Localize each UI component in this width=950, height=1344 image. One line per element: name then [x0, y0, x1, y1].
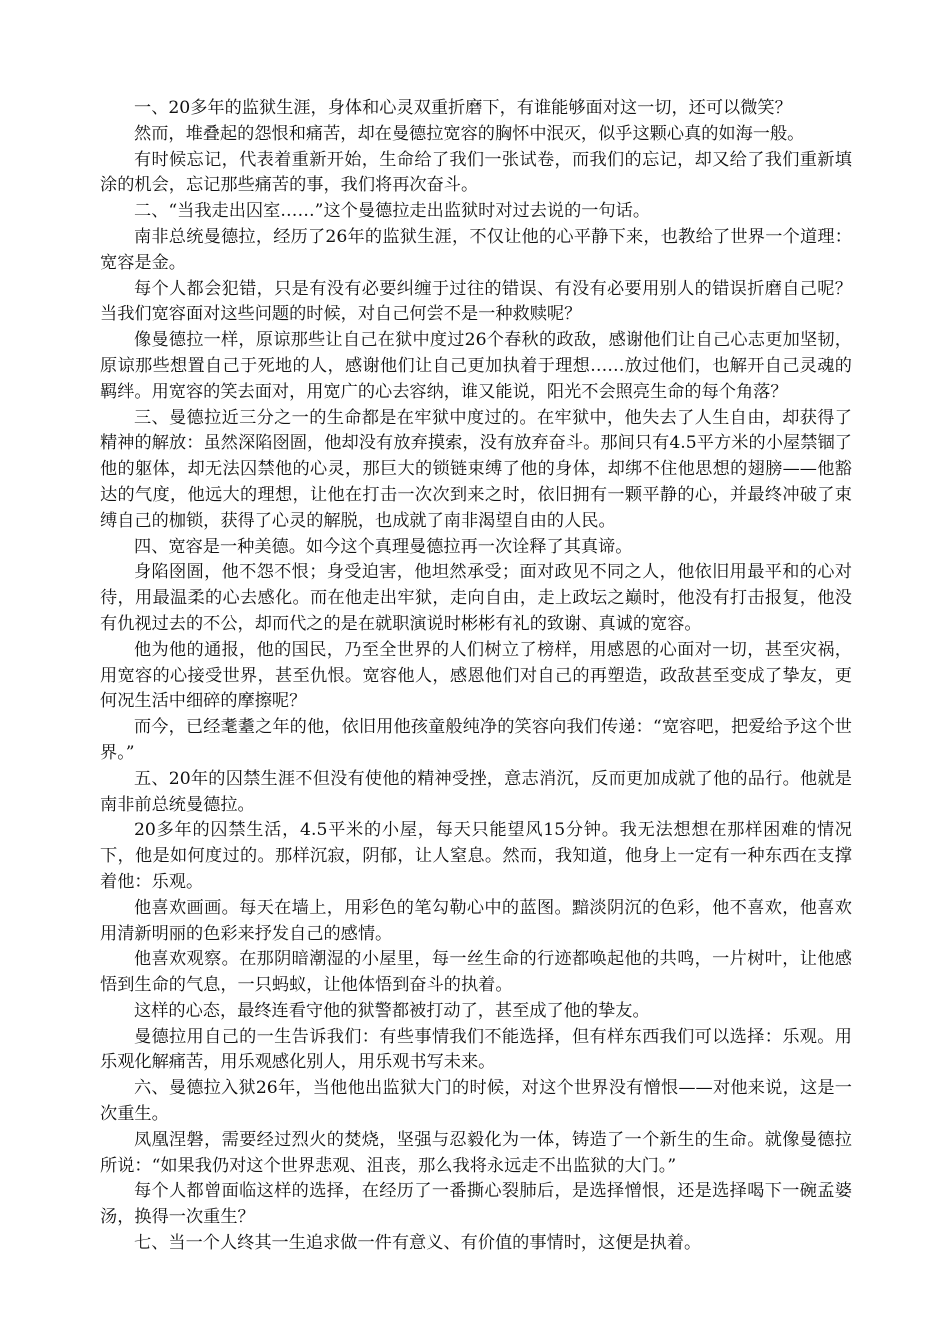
paragraph-14: 20多年的囚禁生活，4.5平米的小屋，每天只能望风15分钟。我无法想想在那样困难的情况下，他是如何度过的。那样沉寂，阴郁，让人窒息。然而，我知道，他身上一定有一种东西在支撑着他：乐观。 [100, 820, 852, 892]
paragraph-6: 每个人都会犯错，只是有没有必要纠缠于过往的错误、有没有必要用别人的错误折磨自己呢？当我们宽容面对这些问题的时候，对自己何尝不是一种救赎呢？ [100, 278, 852, 325]
essay-body [100, 96, 852, 1257]
paragraph-3: 有时候忘记，代表着重新开始，生命给了我们一张试卷，而我们的忘记，却又给了我们重新填涂的机会，忘记那些痛苦的事，我们将再次奋斗。 [100, 149, 852, 196]
paragraph-15: 他喜欢画画。每天在墙上，用彩色的笔勾勒心中的蓝图。黯淡阴沉的色彩，他不喜欢，他喜欢用清新明丽的色彩来抒发自己的感情。 [100, 897, 852, 944]
paragraph-16: 他喜欢观察。在那阴暗潮湿的小屋里，每一丝生命的行迹都唤起他的共鸣，一片树叶，让他感悟到生命的气息，一只蚂蚁，让他体悟到奋斗的执着。 [100, 949, 852, 996]
paragraph-13: 五、20年的囚禁生涯不但没有使他的精神受挫，意志消沉，反而更加成就了他的品行。他就是南非前总统曼德拉。 [100, 768, 852, 815]
paragraph-20: 凤凰涅磐，需要经过烈火的焚烧，坚强与忍毅化为一体，铸造了一个新生的生命。就像曼德拉所说：“如果我仍对这个世界悲观、沮丧，那么我将永远走不出监狱的大门。” [100, 1129, 852, 1176]
paragraph-1: 一、20多年的监狱生涯，身体和心灵双重折磨下，有谁能够面对这一切，还可以微笑？ [134, 98, 792, 118]
paragraph-9: 四、宽容是一种美德。如今这个真理曼德拉再一次诠释了其真谛。 [134, 536, 633, 557]
paragraph-17: 这样的心态，最终连看守他的狱警都被打动了，甚至成了他的挚友。 [134, 1000, 650, 1021]
paragraph-19: 六、曼德拉入狱26年，当他他出监狱大门的时候，对这个世界没有憎恨——对他来说，这是一次重生。 [100, 1078, 852, 1125]
paragraph-22: 七、当一个人终其一生追求做一件有意义、有价值的事情时，这便是执着。 [134, 1233, 702, 1254]
paragraph-2: 然而，堆叠起的怨恨和痛苦，却在曼德拉宽容的胸怀中泯灭，似乎这颗心真的如海一般。 [134, 123, 805, 144]
paragraph-12: 而今，已经耄耋之年的他，依旧用他孩童般纯净的笑容向我们传递：“宽容吧，把爱给予这个世界。” [100, 717, 852, 763]
paragraph-11: 他为他的通报，他的国民，乃至全世界的人们树立了榜样，用感恩的心面对一切，甚至灾祸，用宽容的心接受世界，甚至仇恨。宽容他人，感恩他们对自己的再塑造，政敌甚至变成了挚友，更何况生活中细碎的摩擦呢？ [100, 639, 852, 712]
paragraph-7: 像曼德拉一样，原谅那些让自己在狱中度过26个春秋的政敌，感谢他们让自己心志更加坚韧，原谅那些想置自己于死地的人，感谢他们让自己更加执着于理想……放过他们，也解开自己灵魂的羁绊。用宽容的笑去面对，用宽广的心去容纳，谁又能说，阳光不会照亮生命的每个角落？ [100, 330, 852, 402]
paragraph-21: 每个人都曾面临这样的选择，在经历了一番撕心裂肺后，是选择憎恨，还是选择喝下一碗孟婆汤，换得一次重生？ [100, 1181, 852, 1228]
paragraph-5: 南非总统曼德拉，经历了26年的监狱生涯，不仅让他的心平静下来，也教给了世界一个道理：宽容是金。 [100, 226, 852, 273]
paragraph-8: 三、曼德拉近三分之一的生命都是在牢狱中度过的。在牢狱中，他失去了人生自由，却获得了精神的解放：虽然深陷囹圄，他却没有放弃摸索，没有放弃奋斗。那间只有4.5平方米的小屋禁锢了他的躯体，却无法囚禁他的心灵，那巨大的锁链束缚了他的身体，却绑不住他思想的翅膀——他豁达的气度，他远大的理想，让他在打击一次次到来之时，依旧拥有一颗平静的心，并最终冲破了束缚自己的枷锁，获得了心灵的解脱，也成就了南非渴望自由的人民。 [100, 407, 852, 531]
paragraph-18: 曼德拉用自己的一生告诉我们：有些事情我们不能选择，但有样东西我们可以选择：乐观。用乐观化解痛苦，用乐观感化别人，用乐观书写未来。 [100, 1026, 852, 1073]
paragraph-4: 二、“当我走出囚室……”这个曼德拉走出监狱时对过去说的一句话。 [134, 201, 651, 222]
paragraph-10: 身陷囹圄，他不怨不恨；身受迫害，他坦然承受；面对政见不同之人，他依旧用最平和的心对待，用最温柔的心去感化。而在他走出牢狱，走向自由，走上政坛之巅时，他没有打击报复，他没有仇视过去的不公，却而代之的是在就职演说时彬彬有礼的致谢、真诚的宽容。 [100, 562, 852, 634]
